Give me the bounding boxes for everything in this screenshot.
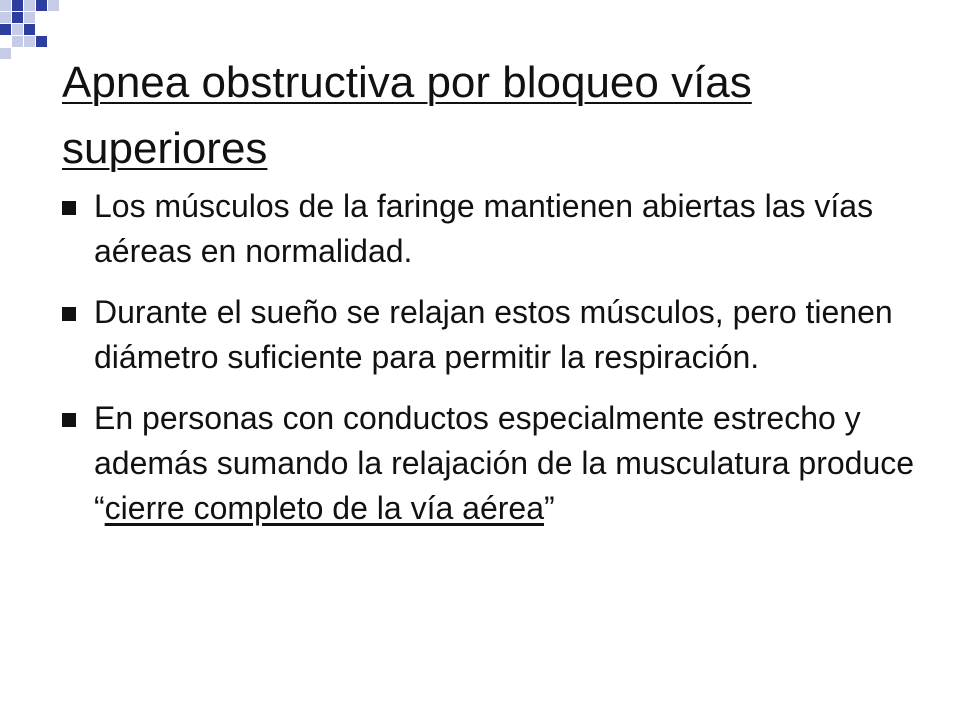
bullet-text — [94, 400, 914, 526]
decor-square — [36, 36, 47, 47]
bullet-text-lead: En personas con conductos especialmente estrecho y además sumando la relajación de la musculatura produce “ — [94, 400, 915, 526]
decor-square — [12, 12, 23, 23]
list-item — [58, 396, 938, 531]
slide-title: Apnea obstructiva por bloqueo vías superiores — [62, 58, 752, 173]
list-item — [58, 290, 938, 380]
bullet-text: Durante el sueño se relajan estos músculos, pero tienen diámetro suficiente para permitir la respiración. — [94, 294, 893, 375]
decor-square — [0, 48, 11, 59]
bullet-text-emphasis: cierre completo de la vía aérea — [104, 490, 544, 526]
decor-square — [12, 0, 23, 11]
decor-square — [0, 0, 11, 11]
decor-square — [24, 12, 35, 23]
decor-square — [48, 0, 59, 11]
bullet-text-close-quote: ” — [544, 490, 555, 526]
decor-square — [24, 24, 35, 35]
decor-square — [0, 24, 11, 35]
square-bullet-icon — [62, 413, 76, 427]
decor-square — [24, 36, 35, 47]
decor-square — [36, 0, 47, 11]
list-item — [58, 184, 938, 274]
decor-square — [12, 36, 23, 47]
decor-square — [24, 0, 35, 11]
bullet-list — [58, 184, 938, 547]
square-bullet-icon — [62, 307, 76, 321]
decor-square — [0, 12, 11, 23]
square-bullet-icon — [62, 201, 76, 215]
bullet-text: Los músculos de la faringe mantienen abiertas las vías aéreas en normalidad. — [94, 188, 874, 269]
decor-square — [12, 24, 23, 35]
